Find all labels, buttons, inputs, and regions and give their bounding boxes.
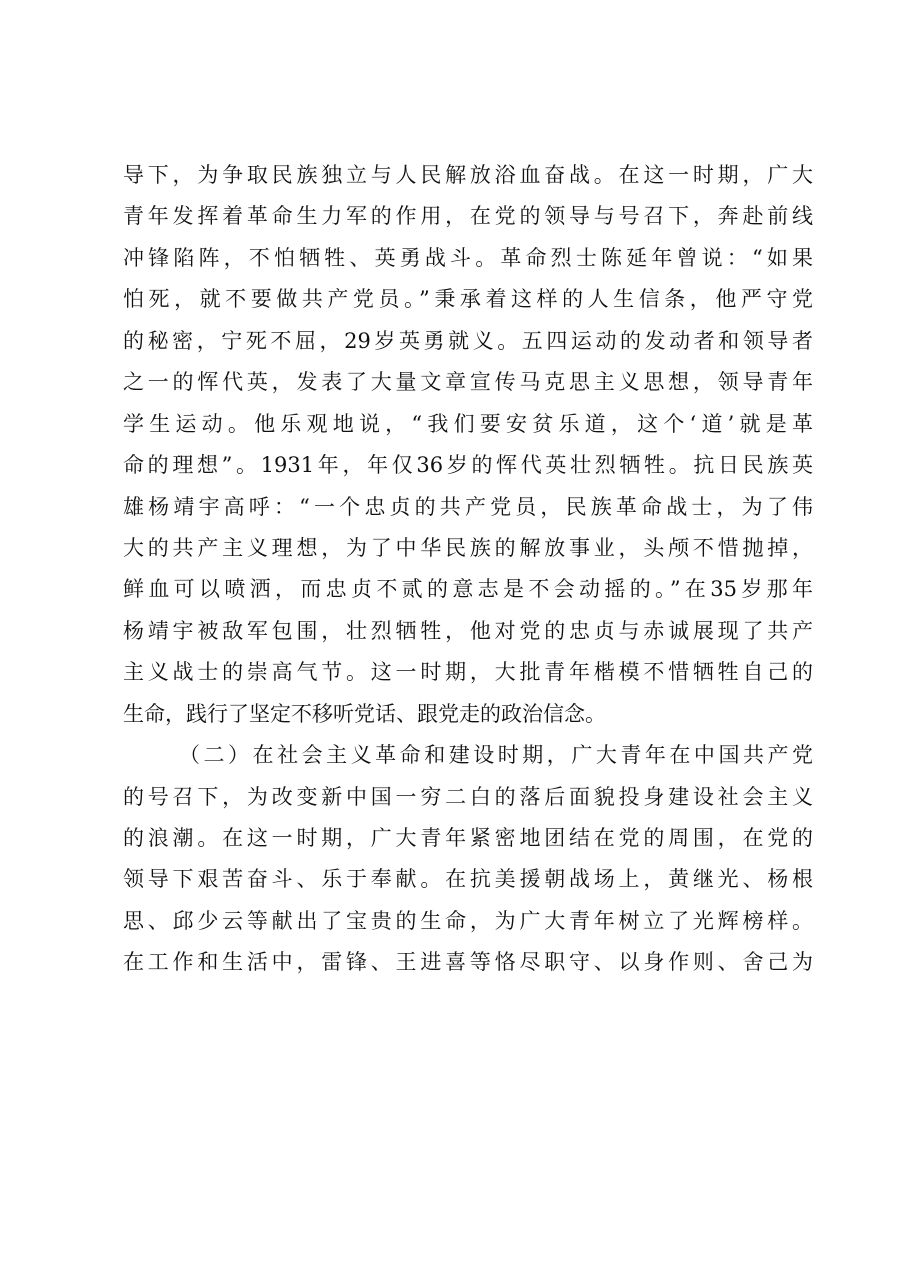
text-line: 的号召下，为改变新中国一穷二白的落后面貌投身建设社会主义: [123, 784, 813, 809]
body-text: [123, 155, 813, 984]
text-line: 青年发挥着革命生力军的作用，在党的领导与号召下，奔赴前线: [123, 204, 813, 229]
text-line: 导下，为争取民族独立与人民解放浴血奋战。在这一时期，广大: [123, 163, 813, 187]
text-line: 命的理想”。1931年，年仅36岁的恽代英壮烈牺牲。抗日民族英: [123, 453, 813, 478]
text-line: 的秘密，宁死不屈，29岁英勇就义。五四运动的发动者和领导者: [123, 328, 813, 353]
text-line: 怕死，就不要做共产党员。”秉承着这样的人生信条，他严守党: [123, 287, 813, 312]
text-line: 思、邱少云等献出了宝贵的生命，为广大青年树立了光辉榜样。: [123, 908, 813, 933]
paragraph-revolution-period: [123, 155, 813, 735]
text-line: 生命，践行了坚定不移听党话、跟党走的政治信念。: [123, 701, 606, 726]
text-line: 杨靖宇被敌军包围，壮烈牺牲，他对党的忠贞与赤诚展现了共产: [123, 618, 813, 643]
paragraph-socialist-construction-period: [123, 735, 813, 984]
text-line: 雄杨靖宇高呼：“一个忠贞的共产党员，民族革命战士，为了伟: [123, 494, 813, 519]
text-line: 领导下艰苦奋斗、乐于奉献。在抗美援朝战场上，黄继光、杨根: [123, 867, 813, 892]
text-line: 之一的恽代英，发表了大量文章宣传马克思主义思想，领导青年: [123, 370, 813, 395]
text-line: 主义战士的崇高气节。这一时期，大批青年楷模不惜牺牲自己的: [123, 660, 813, 685]
text-line: 鲜血可以喷洒，而忠贞不贰的意志是不会动摇的。”在35岁那年: [123, 577, 813, 602]
section-heading-line: （二）在社会主义革命和建设时期，广大青年在中国共产党: [179, 743, 813, 768]
text-line: 冲锋陷阵，不怕牺牲、英勇战斗。革命烈士陈延年曾说：“如果: [123, 245, 813, 270]
text-line: 的浪潮。在这一时期，广大青年紧密地团结在党的周围，在党的: [123, 826, 813, 850]
text-line: 大的共产主义理想，为了中华民族的解放事业，头颅不惜抛掉，: [123, 535, 813, 560]
text-line: 在工作和生活中，雷锋、王进喜等恪尽职守、以身作则、舍己为: [123, 950, 813, 975]
text-line: 学生运动。他乐观地说，“我们要安贫乐道，这个‘道’就是革: [123, 411, 813, 436]
